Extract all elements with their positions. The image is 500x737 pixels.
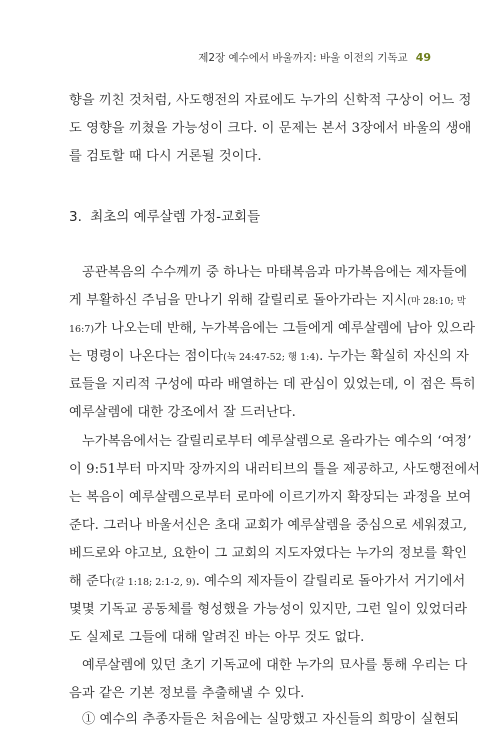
text-line: 음과 같은 기본 정보를 추출해낼 수 있다. xyxy=(69,686,305,701)
paragraph-1 xyxy=(69,259,476,427)
text-line: 게 부활하신 주님을 만나기 위해 갈릴리로 돌아가라는 지시(마 28:10; 막 xyxy=(69,293,466,308)
text-line: 예루살렘에 있던 초기 기독교에 대한 누가의 묘사를 통해 우리는 다 xyxy=(82,658,468,673)
running-header xyxy=(198,50,431,65)
text-line: 향을 끼친 것처럼, 사도행전의 자료에도 누가의 신학적 구상이 어느 정 xyxy=(69,93,472,108)
numbered-list xyxy=(69,706,460,734)
top-paragraph xyxy=(69,87,472,171)
scripture-reference: (마 28:10; 막 xyxy=(407,296,466,307)
text-line: 도 실제로 그들에 대해 알려진 바는 아무 것도 없다. xyxy=(69,630,365,645)
page-number: 49 xyxy=(415,51,431,64)
paragraph-2 xyxy=(69,428,481,652)
paragraph-3 xyxy=(69,652,468,708)
running-title: 제2장 예수에서 바울까지: 바울 이전의 기독교 xyxy=(198,52,408,64)
scripture-reference: (눅 24:47-52; 행 1:4) xyxy=(223,352,320,363)
text-line: 준다. 그러나 바울서신은 초대 교회가 예루살렘을 중심으로 세워졌고, xyxy=(69,518,468,533)
text-line: 공관복음의 수수께끼 중 하나는 마태복음과 마가복음에는 제자들에 xyxy=(82,265,468,280)
text-line: 는 명령이 나온다는 점이다(눅 24:47-52; 행 1:4). 누가는 확실히 자신의 자 xyxy=(69,349,469,364)
text-line: 몇몇 기독교 공동체를 형성했을 가능성이 있지만, 그런 일이 있었더라 xyxy=(69,602,468,617)
text-line: 이 9:51부터 마지막 장까지의 내러티브의 틀을 제공하고, 사도행전에서 xyxy=(69,462,481,477)
section-title: 최초의 예루살렘 가정-교회들 xyxy=(90,209,261,225)
text-line: 도 영향을 끼쳤을 가능성이 크다. 이 문제는 본서 3장에서 바울의 생애 xyxy=(69,121,472,136)
text-line: 를 검토할 때 다시 거론될 것이다. xyxy=(69,149,262,164)
text-line: 예루살렘에 대한 강조에서 잘 드러난다. xyxy=(69,405,296,420)
text-line: 16:7)가 나오는데 반해, 누가복음에는 그들에게 예루살렘에 남아 있으라 xyxy=(69,321,476,336)
text-line: 베드로와 야고보, 요한이 그 교회의 지도자였다는 누가의 정보를 확인 xyxy=(69,546,468,561)
section-heading xyxy=(69,205,260,225)
scripture-reference: (갈 1:18; 2:1-2, 9) xyxy=(111,577,196,588)
text-line: 해 준다(갈 1:18; 2:1-2, 9). 예수의 제자들이 갈릴리로 돌아가서 거기에서 xyxy=(69,574,466,589)
section-number: 3. xyxy=(69,209,82,225)
text-line: 누가복음에서는 갈릴리로부터 예루살렘으로 올라가는 예수의 ‘여정’ xyxy=(82,434,472,449)
text-line: 는 복음이 예루살렘으로부터 로마에 이르기까지 확장되는 과정을 보여 xyxy=(69,490,472,505)
text-line: 료들을 지리적 구성에 따라 배열하는 데 관심이 있었는데, 이 점은 특히 xyxy=(69,377,476,392)
scripture-reference: 16:7) xyxy=(69,324,95,335)
list-item: ① 예수의 추종자들은 처음에는 실망했고 자신들의 희망이 실현되 xyxy=(82,712,460,727)
